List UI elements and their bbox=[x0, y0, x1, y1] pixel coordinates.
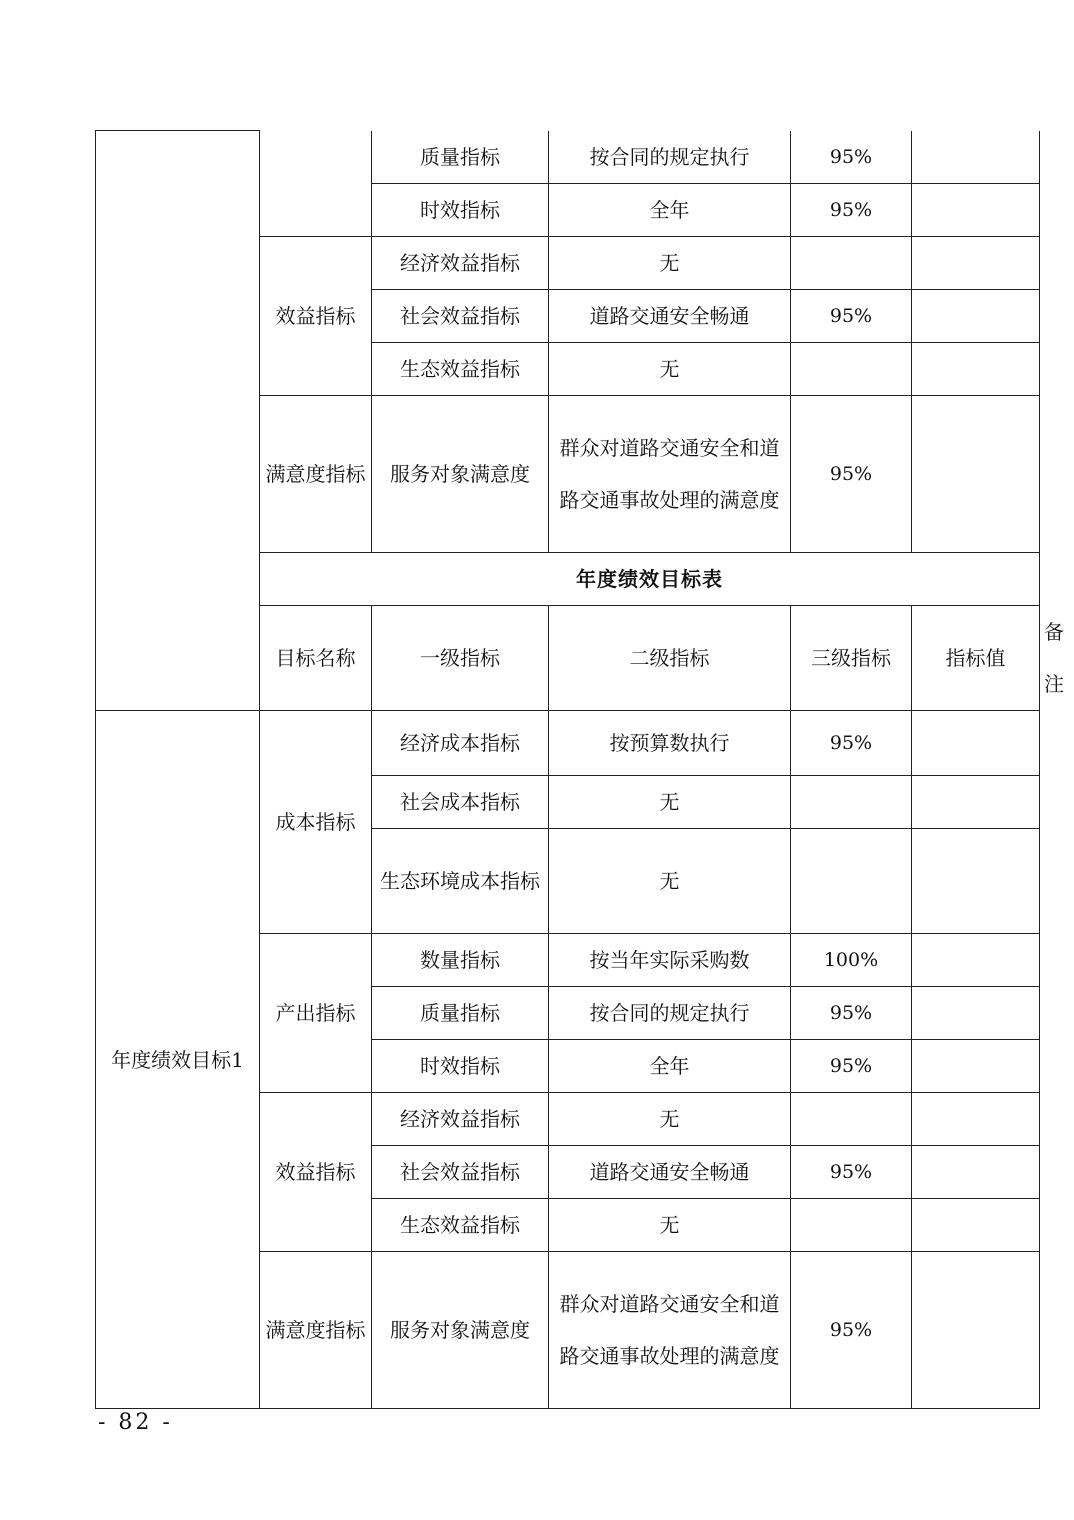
value-cell: 95% bbox=[791, 987, 912, 1040]
level3-cell: 无 bbox=[549, 237, 791, 290]
note-cell bbox=[912, 237, 1040, 290]
value-cell bbox=[791, 1093, 912, 1146]
header-level2: 二级指标 bbox=[549, 606, 791, 711]
level3-cell: 无 bbox=[549, 1093, 791, 1146]
level2-cell: 服务对象满意度 bbox=[372, 1252, 549, 1409]
value-cell bbox=[791, 343, 912, 396]
level2-cell: 数量指标 bbox=[372, 934, 549, 987]
value-cell: 95% bbox=[791, 711, 912, 776]
table-header-row: 目标名称 一级指标 二级指标 三级指标 指标值 备注 bbox=[96, 606, 1040, 711]
value-cell: 95% bbox=[791, 184, 912, 237]
level1-cell: 效益指标 bbox=[260, 1093, 372, 1252]
level3-cell: 无 bbox=[549, 776, 791, 829]
value-cell: 95% bbox=[791, 396, 912, 553]
level1-cell: 成本指标 bbox=[260, 711, 372, 934]
level2-cell: 社会效益指标 bbox=[372, 1146, 549, 1199]
level1-cell: 产出指标 bbox=[260, 934, 372, 1093]
table-title: 年度绩效目标表 bbox=[260, 553, 1040, 606]
level1-cell-continued bbox=[260, 131, 372, 237]
level2-cell: 生态环境成本指标 bbox=[372, 829, 549, 934]
level2-cell: 服务对象满意度 bbox=[372, 396, 549, 553]
table-row bbox=[96, 131, 1040, 184]
level1-cell: 满意度指标 bbox=[260, 396, 372, 553]
value-cell: 95% bbox=[791, 131, 912, 184]
value-cell: 95% bbox=[791, 290, 912, 343]
value-cell bbox=[791, 1199, 912, 1252]
level2-cell: 社会效益指标 bbox=[372, 290, 549, 343]
performance-table bbox=[95, 130, 1064, 1409]
value-cell bbox=[791, 237, 912, 290]
level3-cell: 无 bbox=[549, 829, 791, 934]
level3-cell: 全年 bbox=[549, 184, 791, 237]
level3-cell: 无 bbox=[549, 1199, 791, 1252]
page-number: - 82 - bbox=[98, 1410, 173, 1435]
note-cell bbox=[912, 776, 1040, 829]
note-cell bbox=[912, 396, 1040, 553]
level2-cell: 质量指标 bbox=[372, 987, 549, 1040]
header-level3: 三级指标 bbox=[791, 606, 912, 711]
note-cell bbox=[912, 184, 1040, 237]
note-cell bbox=[912, 343, 1040, 396]
note-cell bbox=[912, 1093, 1040, 1146]
value-cell bbox=[791, 829, 912, 934]
level2-cell: 经济效益指标 bbox=[372, 237, 549, 290]
level2-cell: 生态效益指标 bbox=[372, 343, 549, 396]
level2-cell: 质量指标 bbox=[372, 131, 549, 184]
goal-name-cell: 年度绩效目标1 bbox=[96, 711, 260, 1409]
level2-cell: 经济效益指标 bbox=[372, 1093, 549, 1146]
level3-cell: 群众对道路交通安全和道路交通事故处理的满意度 bbox=[549, 1252, 791, 1409]
level2-cell: 经济成本指标 bbox=[372, 711, 549, 776]
note-cell bbox=[912, 1199, 1040, 1252]
level3-cell: 道路交通安全畅通 bbox=[549, 290, 791, 343]
note-cell bbox=[912, 290, 1040, 343]
value-cell: 100% bbox=[791, 934, 912, 987]
level2-cell: 时效指标 bbox=[372, 184, 549, 237]
value-cell: 95% bbox=[791, 1146, 912, 1199]
value-cell: 95% bbox=[791, 1252, 912, 1409]
note-cell bbox=[912, 131, 1040, 184]
level3-cell: 按合同的规定执行 bbox=[549, 987, 791, 1040]
level3-cell: 按合同的规定执行 bbox=[549, 131, 791, 184]
level2-cell: 生态效益指标 bbox=[372, 1199, 549, 1252]
note-cell bbox=[912, 711, 1040, 776]
header-level1: 一级指标 bbox=[372, 606, 549, 711]
note-cell bbox=[912, 1146, 1040, 1199]
note-cell bbox=[912, 829, 1040, 934]
goal-name-cell-continued bbox=[96, 131, 260, 711]
level1-cell: 满意度指标 bbox=[260, 1252, 372, 1409]
level2-cell: 时效指标 bbox=[372, 1040, 549, 1093]
note-cell bbox=[912, 934, 1040, 987]
note-cell bbox=[912, 987, 1040, 1040]
level3-cell: 按预算数执行 bbox=[549, 711, 791, 776]
level3-cell: 按当年实际采购数 bbox=[549, 934, 791, 987]
level3-cell: 道路交通安全畅通 bbox=[549, 1146, 791, 1199]
level1-cell: 效益指标 bbox=[260, 237, 372, 396]
note-cell bbox=[912, 1252, 1040, 1409]
value-cell bbox=[791, 776, 912, 829]
level3-cell: 群众对道路交通安全和道路交通事故处理的满意度 bbox=[549, 396, 791, 553]
level3-cell: 无 bbox=[549, 343, 791, 396]
value-cell: 95% bbox=[791, 1040, 912, 1093]
level3-cell: 全年 bbox=[549, 1040, 791, 1093]
note-cell bbox=[912, 1040, 1040, 1093]
header-goal-name: 目标名称 bbox=[260, 606, 372, 711]
level2-cell: 社会成本指标 bbox=[372, 776, 549, 829]
table-row bbox=[96, 711, 1040, 776]
header-value: 指标值 bbox=[912, 606, 1040, 711]
